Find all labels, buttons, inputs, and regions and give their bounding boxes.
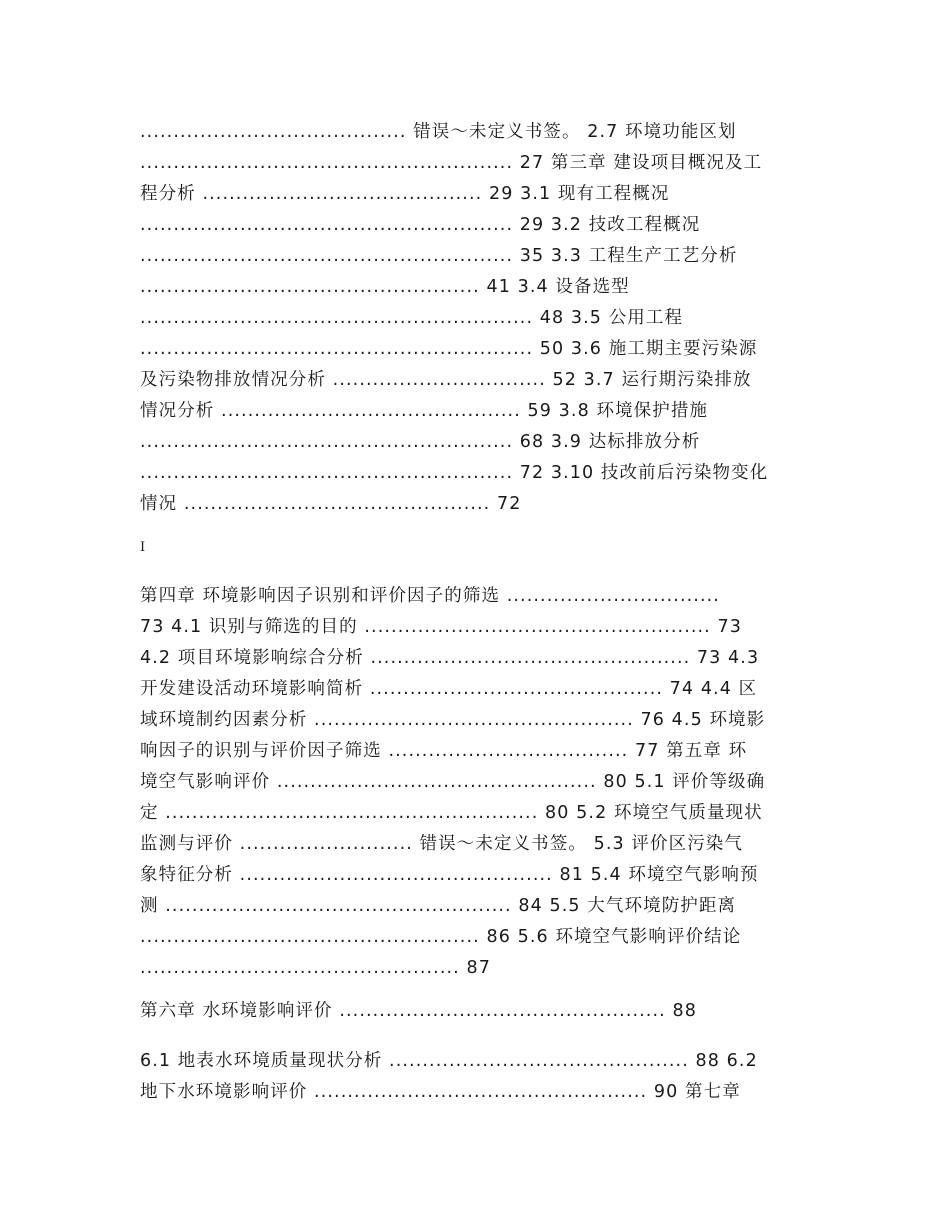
toc-line: ................................................ 87: [140, 958, 491, 978]
toc-line: ........................................ 错误～未定义书签。 2.7 环境功能区划: [140, 122, 737, 142]
toc-line: 情况分析 ............................................. 59 3.8 环境保护措施: [140, 401, 709, 421]
toc-line: 情况 .............................................. 72: [140, 494, 522, 514]
toc-line: 监测与评价 .......................... 错误～未定义书签。 5.3 评价区污染气: [140, 834, 744, 854]
toc-block-section-6: [140, 1046, 820, 1108]
toc-line: ................................................... 41 3.4 设备选型: [140, 277, 630, 297]
toc-line: 响因子的识别与评价因子筛选 .................................... 77 第五章 环: [140, 741, 748, 761]
toc-line: 4.2 项目环境影响综合分析 ................................................ 73 4.3: [140, 648, 760, 668]
toc-line: 程分析 .......................................... 29 3.1 现有工程概况: [140, 184, 670, 204]
toc-line: 地下水环境影响评价 .................................................. 90 第七章: [140, 1082, 741, 1102]
toc-line: ........................................................... 48 3.5 公用工程: [140, 308, 684, 328]
toc-line: ........................................................... 50 3.6 施工期主要污染源: [140, 339, 758, 359]
toc-line: 及污染物排放情况分析 ................................ 52 3.7 运行期污染排放: [140, 370, 752, 390]
toc-line: 境空气影响评价 ................................................ 80 5.1 评价等级确: [140, 772, 766, 792]
toc-line: 73 4.1 识别与筛选的目的 .................................................... 73: [140, 617, 742, 637]
toc-line: 测 .................................................... 84 5.5 大气环境防护距离: [140, 896, 737, 916]
toc-line: 开发建设活动环境影响简析 ............................................ 74 4.4 区: [140, 679, 758, 699]
toc-block-chapter-6: [140, 996, 820, 1027]
toc-line: ................................................... 86 5.6 环境空气影响评价结论: [140, 927, 742, 947]
toc-line: 6.1 地表水环境质量现状分析 ............................................. 88 6.2: [140, 1051, 758, 1071]
toc-line: ........................................................ 72 3.10 技改前后污染物变化: [140, 463, 769, 483]
toc-block-chapter-2-3: [140, 117, 820, 520]
toc-line: ........................................................ 35 3.3 工程生产工艺分析: [140, 246, 738, 266]
toc-line: 域环境制约因素分析 ................................................ 76 4.5 环境影: [140, 710, 766, 730]
toc-line: ........................................................ 29 3.2 技改工程概况: [140, 215, 701, 235]
toc-line: 定 ........................................................ 80 5.2 环境空气质量现状: [140, 803, 763, 823]
page-number-marker: I: [140, 540, 146, 555]
toc-line: ........................................................ 68 3.9 达标排放分析: [140, 432, 701, 452]
toc-line: 第四章 环境影响因子识别和评价因子的筛选 ................................: [140, 586, 720, 606]
toc-line: 象特征分析 ............................................... 81 5.4 环境空气影响预: [140, 865, 759, 885]
toc-block-chapter-4-5: [140, 581, 820, 984]
toc-line: ........................................................ 27 第三章 建设项目概况及工: [140, 153, 763, 173]
toc-line: 第六章 水环境影响评价 ................................................. 88: [140, 1001, 697, 1021]
